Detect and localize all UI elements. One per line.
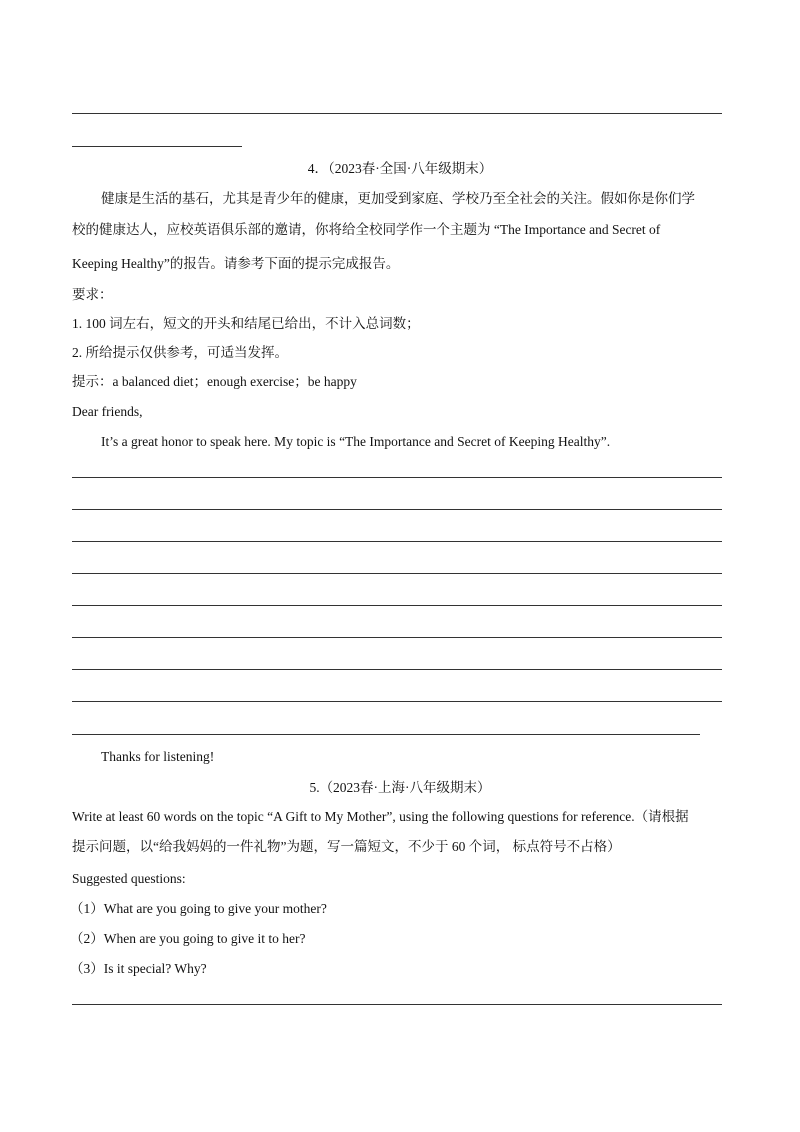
greeting: Dear friends, bbox=[72, 404, 143, 419]
writing-line-short bbox=[72, 146, 242, 147]
question-4-paragraph-line-3: Keeping Healthy”的报告。请参考下面的提示完成报告。 bbox=[72, 256, 400, 271]
question-4-paragraph-line-1: 健康是生活的基石，尤其是青少年的健康，更加受到家庭、学校乃至全社会的关注。假如你是你们学 bbox=[101, 191, 695, 206]
answer-line bbox=[72, 701, 722, 702]
hints: 提示：a balanced diet；enough exercise；be happy bbox=[72, 374, 357, 389]
question-4-heading: 4．（2023春·全国·八年级期末） bbox=[307, 161, 493, 176]
question-5-prompt-line-1: Write at least 60 words on the topic “A Gift to My Mother”, using the following questions for reference.（请根据 bbox=[72, 809, 689, 824]
answer-line bbox=[72, 541, 722, 542]
closing-sentence: Thanks for listening! bbox=[101, 749, 215, 764]
requirements-label: 要求： bbox=[72, 287, 113, 302]
requirement-2: 2. 所给提示仅供参考，可适当发挥。 bbox=[72, 345, 288, 360]
answer-line bbox=[72, 477, 722, 478]
question-5-heading: 5.（2023春·上海·八年级期末） bbox=[309, 780, 491, 795]
suggested-question-3: （3）Is it special? Why? bbox=[70, 961, 207, 976]
answer-line bbox=[72, 669, 722, 670]
opening-sentence: It’s a great honor to speak here. My topic is “The Importance and Secret of Keeping Healthy”. bbox=[101, 434, 611, 449]
writing-line bbox=[72, 113, 722, 114]
answer-line bbox=[72, 573, 722, 574]
suggested-questions-label: Suggested questions: bbox=[72, 871, 186, 886]
suggested-question-1: （1）What are you going to give your mother? bbox=[70, 901, 327, 916]
suggested-question-2: （2）When are you going to give it to her? bbox=[70, 931, 306, 946]
answer-line bbox=[72, 605, 722, 606]
answer-line-last bbox=[72, 734, 700, 735]
answer-line bbox=[72, 1004, 722, 1005]
question-4-paragraph-line-2: 校的健康达人，应校英语俱乐部的邀请，你将给全校同学作一个主题为 “The Importance and Secret of bbox=[72, 222, 661, 237]
answer-line bbox=[72, 509, 722, 510]
question-5-prompt-line-2: 提示问题，以“给我妈妈的一件礼物”为题，写一篇短文，不少于 60 个词， 标点符号不占格） bbox=[72, 839, 621, 854]
requirement-1: 1. 100 词左右，短文的开头和结尾已给出，不计入总词数； bbox=[72, 316, 420, 331]
answer-line bbox=[72, 637, 722, 638]
